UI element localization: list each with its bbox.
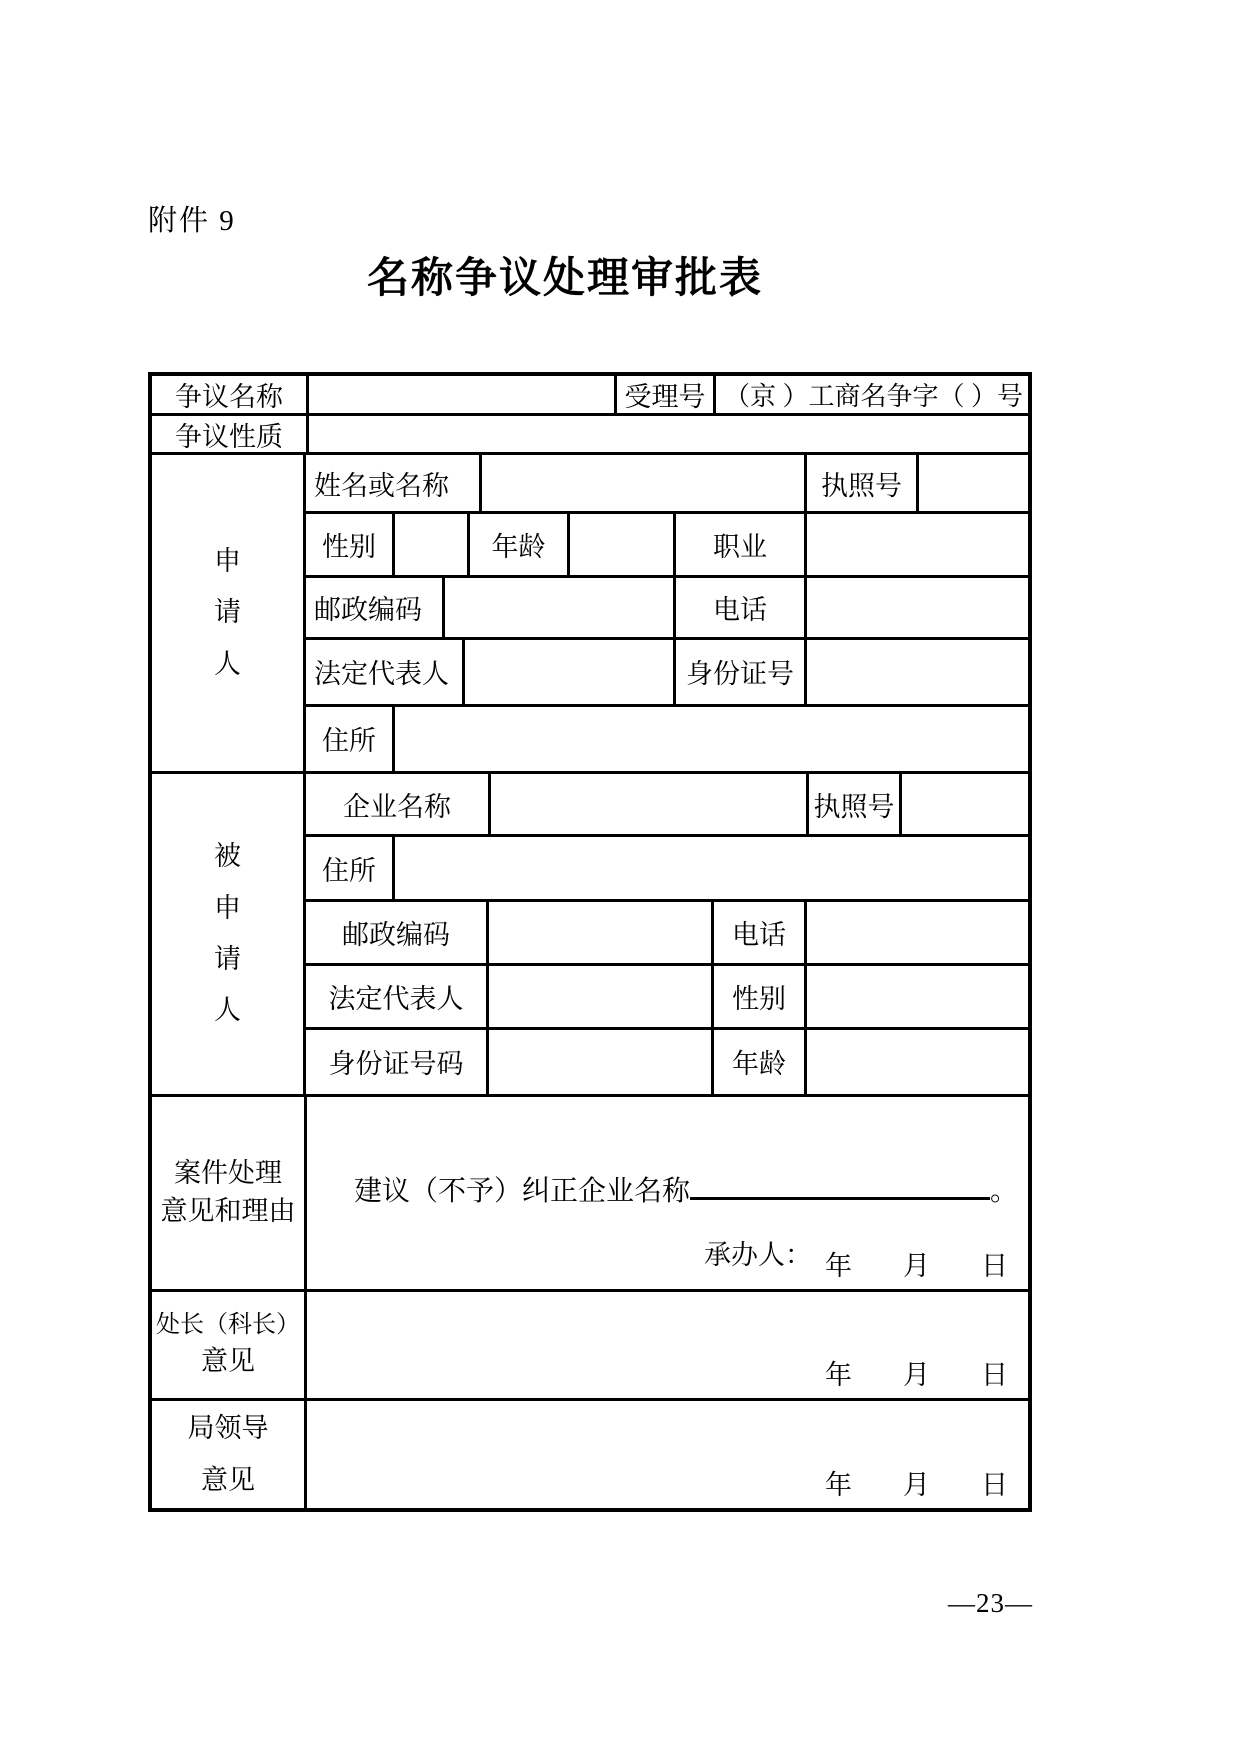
applicant-address-value-cell [395, 707, 1028, 771]
respondent-address-label: 住所 [306, 837, 395, 898]
applicant-name-label: 姓名或名称 [306, 455, 482, 511]
fill-in-blank-line [690, 1169, 990, 1200]
handler-label: 承办人： [704, 1240, 812, 1270]
respondent-age-label: 年龄 [714, 1030, 807, 1094]
dispute-name-row [152, 376, 1028, 416]
respondent-gender-label: 性别 [714, 966, 807, 1026]
dispute-nature-row [152, 416, 1028, 455]
case-opinion-section [152, 1097, 1028, 1292]
respondent-company-value-cell [491, 774, 809, 834]
case-opinion-date: 年 月 日 [825, 1251, 1020, 1281]
applicant-occupation-value-cell [807, 514, 1028, 574]
case-opinion-content [307, 1097, 1028, 1289]
applicant-address-label: 住所 [306, 707, 395, 771]
page-number: —23— [948, 1588, 1033, 1618]
respondent-age-value-cell [807, 1030, 1028, 1094]
applicant-legal-rep-value-cell [465, 640, 676, 703]
applicant-postcode-label: 邮政编码 [306, 578, 445, 637]
respondent-id-value-cell [489, 1030, 714, 1094]
respondent-legal-rep-value-cell [489, 966, 714, 1026]
respondent-section-header [152, 774, 306, 1094]
applicant-gender-age-row [306, 514, 1028, 577]
respondent-license-label: 执照号 [809, 774, 902, 834]
applicant-phone-label: 电话 [676, 578, 807, 637]
suggestion-period: 。 [990, 1176, 1019, 1207]
respondent-postcode-value-cell [489, 902, 714, 963]
case-opinion-header [152, 1097, 307, 1289]
respondent-postcode-row [306, 902, 1028, 966]
respondent-id-label: 身份证号码 [306, 1030, 489, 1094]
page-title: 名称争议处理审批表 [366, 256, 763, 302]
bureau-opinion-date: 年 月 日 [825, 1470, 1020, 1500]
applicant-legal-rep-label: 法定代表人 [306, 640, 465, 703]
director-opinion-content [307, 1292, 1028, 1398]
applicant-license-label: 执照号 [807, 455, 919, 511]
applicant-postcode-value-cell [445, 578, 676, 637]
director-opinion-label-line1: 处长（科长） [156, 1312, 300, 1339]
attachment-label: 附件 9 [148, 205, 236, 237]
applicant-address-row [306, 707, 1028, 771]
director-opinion-date: 年 月 日 [825, 1360, 1020, 1390]
applicant-name-row [306, 455, 1028, 514]
applicant-id-label: 身份证号 [676, 640, 807, 703]
director-opinion-label-line2: 意见 [201, 1345, 255, 1376]
applicant-age-value-cell [570, 514, 676, 574]
applicant-gender-value-cell [395, 514, 470, 574]
case-opinion-label-line2: 意见和理由 [160, 1196, 296, 1226]
applicant-rows [306, 455, 1028, 771]
dispute-nature-value-cell [309, 416, 1028, 452]
respondent-legal-rep-label: 法定代表人 [306, 966, 489, 1026]
applicant-id-value-cell [807, 640, 1028, 703]
bureau-opinion-header [152, 1401, 307, 1508]
dispute-name-value-cell [309, 376, 617, 413]
case-number-value: （京 ）工商名争字（ ）号 [724, 382, 1024, 411]
respondent-phone-label: 电话 [714, 902, 807, 963]
respondent-section [152, 774, 1028, 1097]
approval-form-table [148, 372, 1032, 1512]
bureau-opinion-content [307, 1401, 1028, 1508]
applicant-legal-rep-row [306, 640, 1028, 706]
respondent-company-label: 企业名称 [306, 774, 491, 834]
respondent-address-value-cell [395, 837, 1028, 898]
dispute-name-label: 争议名称 [152, 376, 309, 413]
applicant-age-label: 年龄 [470, 514, 570, 574]
case-opinion-label-line1: 案件处理 [174, 1158, 282, 1189]
respondent-address-row [306, 837, 1028, 901]
case-number-label: 受理号 [617, 376, 716, 413]
dispute-nature-label: 争议性质 [152, 416, 309, 452]
bureau-opinion-section [152, 1401, 1028, 1508]
suggestion-line [354, 1169, 1018, 1209]
respondent-legal-rep-row [306, 966, 1028, 1029]
applicant-section-header [152, 455, 306, 771]
respondent-rows [306, 774, 1028, 1094]
suggestion-text: 建议（不予）纠正企业名称 [354, 1176, 691, 1207]
applicant-occupation-label: 职业 [676, 514, 807, 574]
bureau-opinion-label-line2: 意见 [201, 1464, 255, 1495]
respondent-postcode-label: 邮政编码 [306, 902, 489, 963]
applicant-gender-label: 性别 [306, 514, 395, 574]
respondent-phone-value-cell [807, 902, 1028, 963]
applicant-phone-value-cell [807, 578, 1028, 637]
bureau-opinion-label-line1: 局领导 [187, 1413, 269, 1444]
applicant-section [152, 455, 1028, 774]
applicant-license-value-cell [919, 455, 1028, 511]
respondent-section-label: 被申请人 [214, 841, 241, 1026]
respondent-id-row [306, 1030, 1028, 1094]
respondent-license-value-cell [902, 774, 1028, 834]
applicant-postcode-row [306, 578, 1028, 640]
applicant-name-value-cell [482, 455, 807, 511]
director-opinion-section [152, 1292, 1028, 1401]
respondent-gender-value-cell [807, 966, 1028, 1026]
applicant-section-label: 申请人 [214, 546, 241, 679]
director-opinion-header [152, 1292, 307, 1398]
respondent-company-row [306, 774, 1028, 837]
